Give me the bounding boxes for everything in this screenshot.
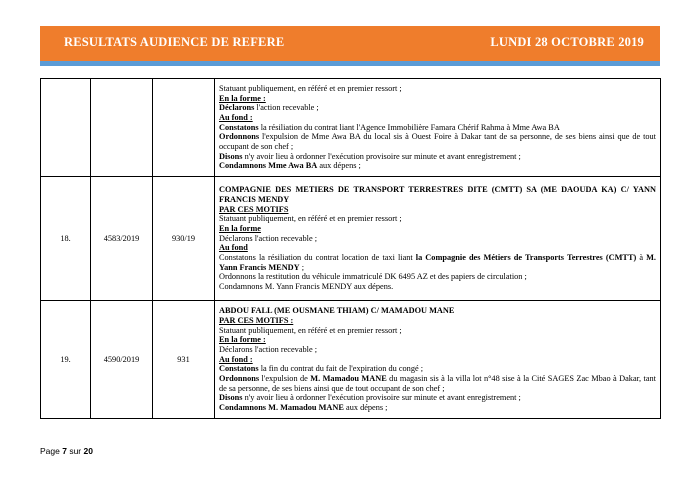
text-line: Ordonnons la restitution du véhicule immatriculé DK 6495 AZ et des papiers de circulation ;	[219, 272, 527, 282]
page-footer: Page 7 sur 20	[40, 446, 93, 456]
text-line: Disons n'y avoir lieu à ordonner l'exécution provisoire sur minute et avant enregistrement ;	[219, 151, 521, 161]
text-line: Constatons la résiliation du contrat liant l'Agence Immobilière Famara Chérif Rahma à Mme Awa BA	[219, 122, 560, 132]
text-line: Déclarons l'action recevable ;	[219, 103, 319, 113]
page-title: RESULTATS AUDIENCE DE REFERE	[64, 35, 285, 49]
ruling-number: 931	[153, 301, 215, 419]
text-line: Statuant publiquement, en référé et en premier ressort ;	[219, 325, 402, 335]
row-number	[41, 79, 91, 177]
table-row	[41, 177, 661, 301]
text-line: En la forme	[219, 223, 261, 233]
text-line: Disons n'y avoir lieu à ordonner l'exécution provisoire sur minute et avant enregistrement ;	[219, 393, 521, 403]
text-line: Condamnons Mme Awa BA aux dépens ;	[219, 161, 361, 171]
text-line: COMPAGNIE DES METIERS DE TRANSPORT TERRESTRES DITE (CMTT) SA (ME DAOUDA KA) C/ YANN FRANCIS MENDY	[219, 185, 656, 204]
results-table	[40, 78, 661, 419]
hearing-date: LUNDI 28 OCTOBRE 2019	[490, 35, 644, 49]
text-line: Déclarons l'action recevable ;	[219, 344, 318, 354]
ruling-text	[215, 301, 661, 419]
text-line: Au fond	[219, 243, 248, 253]
text-line: Au fond :	[219, 354, 253, 364]
table-row	[41, 301, 661, 419]
case-number	[91, 79, 153, 177]
text-line: Condamnons M. Yann Francis MENDY aux dépens.	[219, 282, 394, 292]
text-line: ABDOU FALL (ME OUSMANE THIAM) C/ MAMADOU MANE	[219, 306, 455, 316]
page-number: 7	[62, 446, 67, 456]
text-line: Statuant publiquement, en référé et en premier ressort ;	[219, 214, 402, 224]
case-number: 4583/2019	[91, 177, 153, 301]
text-line: Statuant publiquement, en référé et en premier ressort ;	[219, 83, 402, 93]
header-banner	[40, 26, 660, 66]
text-line: Condamnons M. Mamadou MANE aux dépens ;	[219, 403, 388, 413]
text-line: En la forme :	[219, 335, 266, 345]
row-number: 18.	[41, 177, 91, 301]
text-line: Ordonnons l'expulsion de Mme Awa BA du local sis à Ouest Foire à Dakar tant de sa personne, de ses biens ainsi que de tout occupant de son chef ;	[219, 132, 656, 152]
text-line: Ordonnons l'expulsion de M. Mamadou MANE du magasin sis à la villa lot n°48 sise à la Cité SAGES Zac Mbao à Dakar, tant de sa personne, de ses biens ainsi que de tout occupant de son chef ;	[219, 374, 656, 393]
ruling-text	[215, 177, 661, 301]
text-line: Au fond :	[219, 112, 253, 122]
text-line: PAR CES MOTIFS	[219, 204, 289, 214]
page-total: 20	[83, 446, 93, 456]
text-line: Déclarons l'action recevable ;	[219, 233, 318, 243]
ruling-number: 930/19	[153, 177, 215, 301]
text-line: PAR CES MOTIFS :	[219, 315, 294, 325]
case-number: 4590/2019	[91, 301, 153, 419]
text-line: Constatons la fin du contrat du fait de l'expiration du congé ;	[219, 364, 424, 374]
text-line: En la forme :	[219, 93, 266, 103]
row-number: 19.	[41, 301, 91, 419]
table-row	[41, 79, 661, 177]
text-line: Constatons la résiliation du contrat location de taxi liant la Compagnie des Métiers de Transports Terrestres (CMTT) à M. Yann Francis MENDY ;	[219, 253, 656, 272]
ruling-text	[215, 79, 661, 177]
ruling-number	[153, 79, 215, 177]
